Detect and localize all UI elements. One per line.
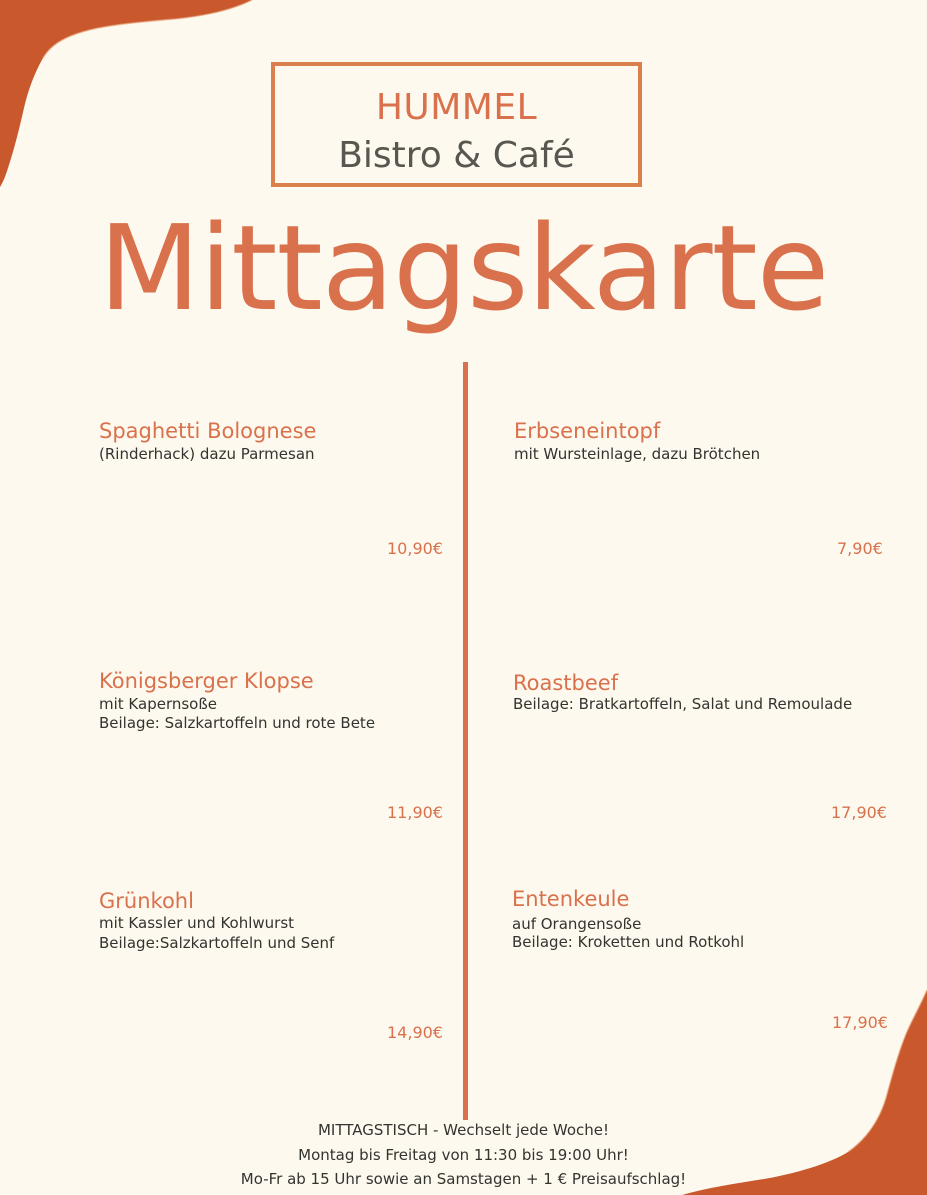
dish-desc-roastbeef: Beilage: Bratkartoffeln, Salat und Remoulade [513, 695, 853, 713]
dish-price-roastbeef: 17,90€ [831, 803, 887, 822]
page-title: Mittagskarte [98, 199, 829, 337]
dish-desc-gruenkohl-2: Beilage:Salzkartoffeln und Senf [99, 934, 335, 952]
dish-desc-gruenkohl-1: mit Kassler und Kohlwurst [99, 914, 295, 932]
footer-line-1: MITTAGSTISCH - Wechselt jede Woche! [317, 1121, 610, 1139]
dish-name-gruenkohl: Grünkohl [99, 889, 194, 913]
dish-name-koenigsberger-klopse: Königsberger Klopse [99, 669, 314, 693]
dish-desc-koenigsberger-klopse-2: Beilage: Salzkartoffeln und rote Bete [99, 714, 376, 732]
dish-price-erbseneintopf: 7,90€ [837, 539, 883, 558]
dish-price-spaghetti-bolognese: 10,90€ [387, 539, 443, 558]
footer-line-3: Mo-Fr ab 15 Uhr sowie an Samstagen + 1 € Preisaufschlag! [240, 1170, 687, 1188]
brand-subtitle: Bistro & Café [338, 135, 575, 176]
dish-name-spaghetti-bolognese: Spaghetti Bolognese [99, 419, 317, 443]
footer-line-2: Montag bis Freitag von 11:30 bis 19:00 Uhr! [298, 1146, 629, 1164]
brand-box [271, 62, 642, 187]
dish-desc-erbseneintopf: mit Wursteinlage, dazu Brötchen [514, 445, 761, 463]
dish-name-roastbeef: Roastbeef [513, 671, 619, 695]
dish-desc-koenigsberger-klopse-1: mit Kapernsoße [99, 695, 218, 713]
dish-price-gruenkohl: 14,90€ [387, 1023, 443, 1042]
brand-name: HUMMEL [375, 87, 538, 128]
dish-name-entenkeule: Entenkeule [512, 887, 630, 911]
dish-name-erbseneintopf: Erbseneintopf [514, 419, 661, 443]
dish-desc-spaghetti-bolognese: (Rinderhack) dazu Parmesan [99, 445, 315, 463]
torn-paper-corner-top-left [0, 0, 260, 200]
column-divider [463, 362, 468, 1120]
dish-price-entenkeule: 17,90€ [832, 1013, 888, 1032]
dish-desc-entenkeule-1: auf Orangensoße [512, 915, 642, 933]
dish-price-koenigsberger-klopse: 11,90€ [387, 803, 443, 822]
dish-desc-entenkeule-2: Beilage: Kroketten und Rotkohl [512, 933, 745, 951]
